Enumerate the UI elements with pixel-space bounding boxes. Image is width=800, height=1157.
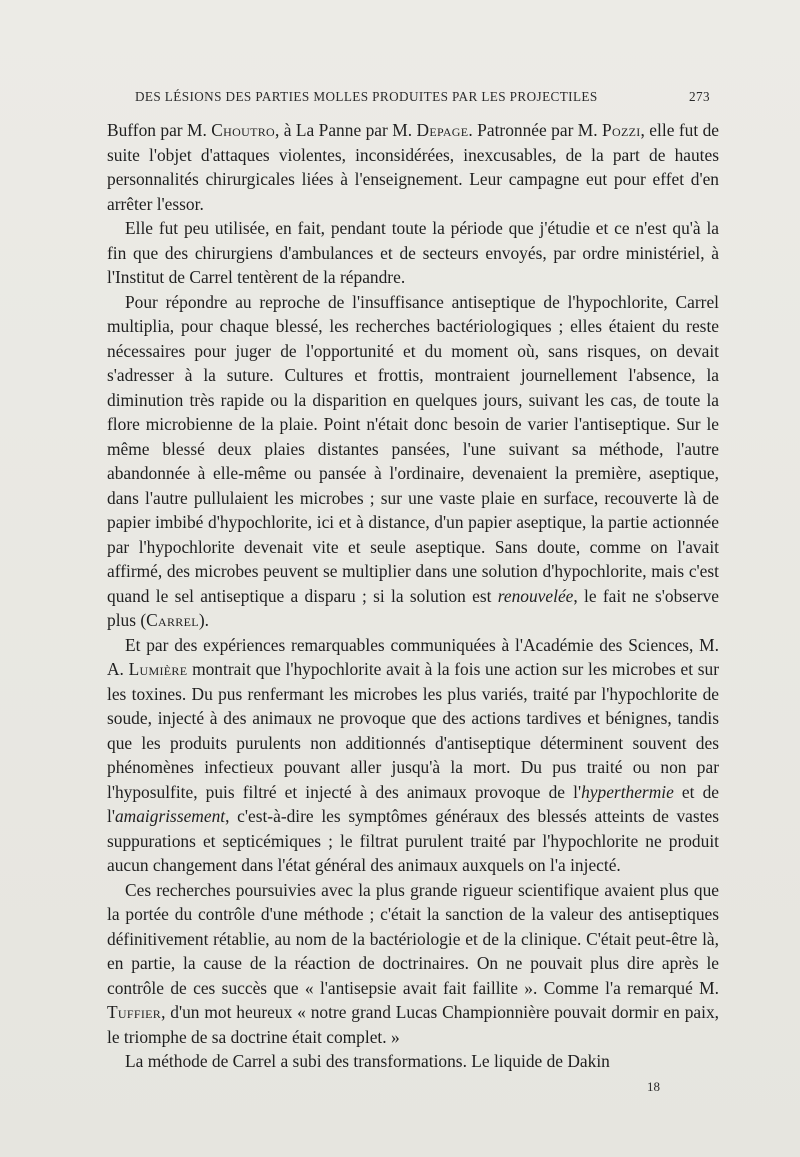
emphasis: renouvelée (497, 585, 574, 606)
text-run: , d'un mot heureux « notre grand Lucas Championnière pouvait dormir en paix, le triomphe de sa doctrine était complet. » (107, 1002, 719, 1047)
emphasis: amaigrissement (114, 806, 226, 826)
paragraph (107, 290, 719, 633)
paragraph (107, 633, 719, 878)
text-run: La méthode de Carrel a subi des transformations. Le liquide de Dakin (125, 1051, 610, 1071)
author-name: Carrel (146, 610, 199, 630)
text-run: Elle fut peu utilisée, en fait, pendant toute la période que j'étudie et ce n'est qu'à la fin que des chirurgiens d'ambulances et de secteurs envoyés, par ordre ministériel, à l'Institut de Carrel tentèrent de la répandre. (107, 218, 719, 287)
paragraph (107, 1049, 719, 1074)
paragraph (107, 878, 719, 1050)
body-text (107, 118, 719, 1074)
page-number: 273 (689, 89, 710, 104)
paragraph (107, 118, 719, 216)
author-name: Lumière (128, 659, 188, 679)
text-run: montrait que l'hypochlorite avait à la fois une action sur les microbes et sur les toxines. Du pus renfermant les microbes les plus variés, traité par l'hypochlorite de soude, injecté à des animaux ne provoque que des actions tardives et bénignes, tandis que les produits purulents non additionnés d'antiseptique déterminent souvent des phénomènes infectieux pouvant aller jusqu'à la mort. Du pus traité ou non par l'hyposulfite, puis filtré et injecté à des animaux provoque de l' (107, 659, 719, 802)
text-run: Et par des expériences remarquables communiquées à l'Académie des Sciences, M. A. (107, 634, 719, 679)
author-name: Depage (416, 120, 469, 140)
text-run: , c'est-à-dire les symptômes généraux des blessés atteints de vastes suppurations et septicémiques ; le filtrat purulent traité par l'hypochlorite ne produit aucun changement dans l'état général des animaux auxquels on l'a injecté. (107, 806, 719, 875)
author-name: Pozzi (602, 120, 641, 140)
signature-mark: 18 (647, 1079, 660, 1094)
text-run: , le fait ne s'observe plus ( (107, 585, 719, 630)
text-run: ). (198, 610, 210, 630)
text-run: . Patronnée par M. (468, 120, 603, 140)
author-name: Choutro (211, 120, 275, 140)
running-title: DES LÉSIONS DES PARTIES MOLLES PRODUITES PAR LES PROJECTILES (135, 89, 598, 104)
text-run: Buffon par M. (107, 120, 212, 140)
emphasis: hyperthermie (581, 781, 674, 802)
text-run: Ces recherches poursuivies avec la plus grande rigueur scientifique avaient plus que la portée du contrôle d'une méthode ; c'était la sanction de la valeur des antiseptiques définitivement rétablie, au nom de la bactériologie et de la clinique. C'était peut-être là, en partie, la cause de la réaction de doctrinaires. On ne pouvait plus dire après le contrôle de ces succès que « l'antisepsie avait fait faillite ». Comme l'a remarqué M. (107, 879, 719, 998)
author-name: Tuffier (107, 1002, 162, 1022)
text-run: Pour répondre au reproche de l'insuffisance antiseptique de l'hypochlorite, Carrel multiplia, pour chaque blessé, les recherches bactériologiques ; elles étaient du reste nécessaires pour juger de l'opportunité et du moment où, sans risques, on devait s'adresser à la suture. Cultures et frottis, montraient journellement l'absence, la diminution très rapide ou la disparition en quelques jours, suivant les cas, de toute la flore microbienne de la plaie. Point n'était donc besoin de varier l'antiseptique. Sur le même blessé deux plaies distantes pansées, l'une suivant sa méthode, l'autre abandonnée à elle-même ou pansée à l'ordinaire, devenaient la première, aseptique, dans l'autre pullulaient les microbes ; sur une vaste plaie en surface, recouverte là de papier imbibé d'hypochlorite, ici et à distance, d'un papier aseptique, la partie actionnée par l'hypochlorite devenait vite et seule aseptique. Sans doute, comme on l'avait affirmé, des microbes peuvent se multiplier dans une solution d'hypochlorite, mais c'est quand le sel antiseptique a disparu ; si la solution est (107, 291, 719, 606)
text-run: , à La Panne par M. (274, 120, 417, 140)
text-run: , elle fut de suite l'objet d'attaques violentes, inconsidérées, inexcusables, de la part de hautes personnalités chirurgicales liées à l'enseignement. Leur campagne eut pour effet d'en arrêter l'essor. (107, 120, 719, 214)
text-run: et de l' (107, 781, 719, 826)
paragraph (107, 216, 719, 290)
